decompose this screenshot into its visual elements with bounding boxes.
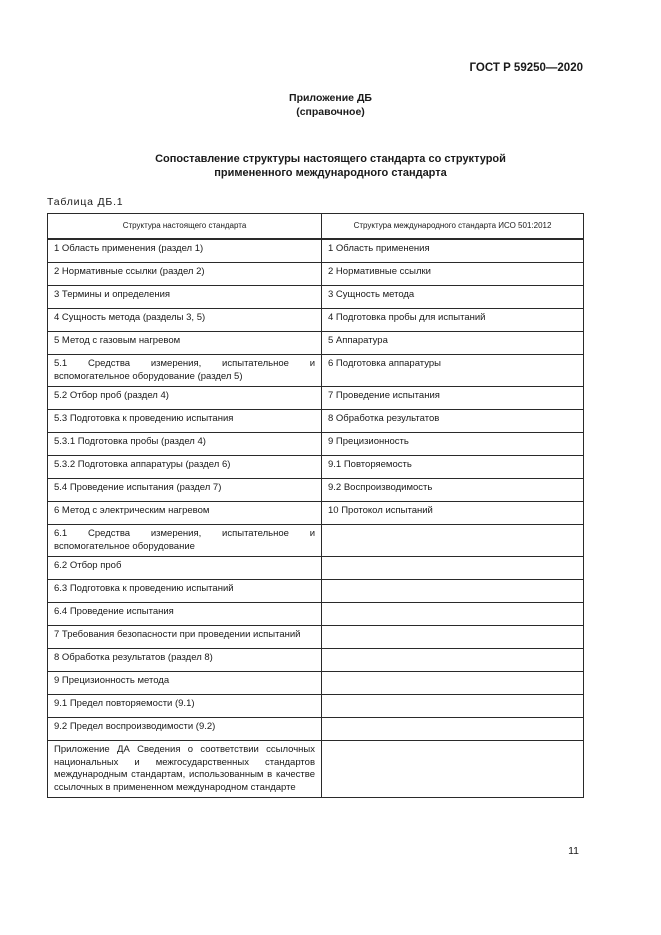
document-code: ГОСТ Р 59250—2020: [469, 62, 583, 74]
cell-international-structure: 9.2 Воспроизводимость: [322, 479, 584, 502]
table-row: [48, 239, 584, 263]
cell-national-structure: 5.2 Отбор проб (раздел 4): [48, 387, 322, 410]
cell-international-structure: [322, 672, 584, 695]
cell-international-structure: 10 Протокол испытаний: [322, 502, 584, 525]
cell-international-structure: 2 Нормативные ссылки: [322, 263, 584, 286]
table-row: [48, 557, 584, 580]
table-row: [48, 580, 584, 603]
structure-comparison-table: [47, 213, 584, 798]
appendix-heading: [0, 91, 661, 119]
cell-international-structure: [322, 741, 584, 798]
cell-national-structure: 5.4 Проведение испытания (раздел 7): [48, 479, 322, 502]
appendix-status: (справочное): [296, 106, 365, 118]
cell-international-structure: [322, 557, 584, 580]
document-title-line-2: примененного международного стандарта: [214, 167, 447, 179]
cell-international-structure: 6 Подготовка аппаратуры: [322, 355, 584, 387]
cell-national-structure: 8 Обработка результатов (раздел 8): [48, 649, 322, 672]
column-header-national: Структура настоящего стандарта: [48, 214, 322, 240]
cell-international-structure: 9.1 Повторяемость: [322, 456, 584, 479]
table-row: [48, 718, 584, 741]
table-row: [48, 309, 584, 332]
table-row: [48, 263, 584, 286]
cell-national-structure: 6.3 Подготовка к проведению испытаний: [48, 580, 322, 603]
cell-international-structure: [322, 695, 584, 718]
cell-national-structure: 1 Область применения (раздел 1): [48, 239, 322, 263]
cell-international-structure: [322, 718, 584, 741]
cell-national-structure: 6.2 Отбор проб: [48, 557, 322, 580]
cell-national-structure: Приложение ДА Сведения о соответствии ссылочных национальных и межгосударственных стандартов международным стандартам, использованным в качестве ссылочных в примененном международном стандарте: [48, 741, 322, 798]
cell-national-structure: 5.3.1 Подготовка пробы (раздел 4): [48, 433, 322, 456]
table-caption: Таблица ДБ.1: [47, 196, 124, 208]
cell-national-structure: 7 Требования безопасности при проведении испытаний: [48, 626, 322, 649]
cell-international-structure: 9 Прецизионность: [322, 433, 584, 456]
cell-national-structure: 9.1 Предел повторяемости (9.1): [48, 695, 322, 718]
cell-international-structure: [322, 649, 584, 672]
cell-international-structure: [322, 580, 584, 603]
table-row: [48, 626, 584, 649]
table-header-row: [48, 214, 584, 240]
cell-international-structure: [322, 603, 584, 626]
document-title: [0, 152, 661, 180]
cell-national-structure: 9.2 Предел воспроизводимости (9.2): [48, 718, 322, 741]
table-row: [48, 525, 584, 557]
cell-international-structure: 4 Подготовка пробы для испытаний: [322, 309, 584, 332]
cell-international-structure: 1 Область применения: [322, 239, 584, 263]
cell-national-structure: 5.1 Средства измерения, испытательное и вспомогательное оборудование (раздел 5): [48, 355, 322, 387]
table-row: [48, 433, 584, 456]
cell-international-structure: 8 Обработка результатов: [322, 410, 584, 433]
cell-national-structure: 5.3 Подготовка к проведению испытания: [48, 410, 322, 433]
cell-national-structure: 3 Термины и определения: [48, 286, 322, 309]
cell-international-structure: 3 Сущность метода: [322, 286, 584, 309]
cell-national-structure: 6 Метод с электрическим нагревом: [48, 502, 322, 525]
cell-national-structure: 9 Прецизионность метода: [48, 672, 322, 695]
page-number: 11: [568, 845, 579, 857]
appendix-title: Приложение ДБ: [289, 92, 372, 104]
table-row: [48, 603, 584, 626]
table-row: [48, 286, 584, 309]
cell-international-structure: 5 Аппаратура: [322, 332, 584, 355]
cell-national-structure: 6.1 Средства измерения, испытательное и вспомогательное оборудование: [48, 525, 322, 557]
table-row: [48, 479, 584, 502]
cell-national-structure: 4 Сущность метода (разделы 3, 5): [48, 309, 322, 332]
cell-national-structure: 2 Нормативные ссылки (раздел 2): [48, 263, 322, 286]
cell-international-structure: 7 Проведение испытания: [322, 387, 584, 410]
column-header-international: Структура международного стандарта ИСО 501:2012: [322, 214, 584, 240]
table-row: [48, 332, 584, 355]
cell-national-structure: 5 Метод с газовым нагревом: [48, 332, 322, 355]
document-title-line-1: Сопоставление структуры настоящего стандарта со структурой: [155, 153, 506, 165]
table-row: [48, 649, 584, 672]
table-row: [48, 410, 584, 433]
table-row: [48, 456, 584, 479]
cell-national-structure: 6.4 Проведение испытания: [48, 603, 322, 626]
cell-international-structure: [322, 525, 584, 557]
cell-international-structure: [322, 626, 584, 649]
table-row: [48, 741, 584, 798]
table-row: [48, 502, 584, 525]
cell-national-structure: 5.3.2 Подготовка аппаратуры (раздел 6): [48, 456, 322, 479]
table-body: [48, 239, 584, 798]
table-row: [48, 672, 584, 695]
table-row: [48, 695, 584, 718]
table-row: [48, 387, 584, 410]
table-row: [48, 355, 584, 387]
